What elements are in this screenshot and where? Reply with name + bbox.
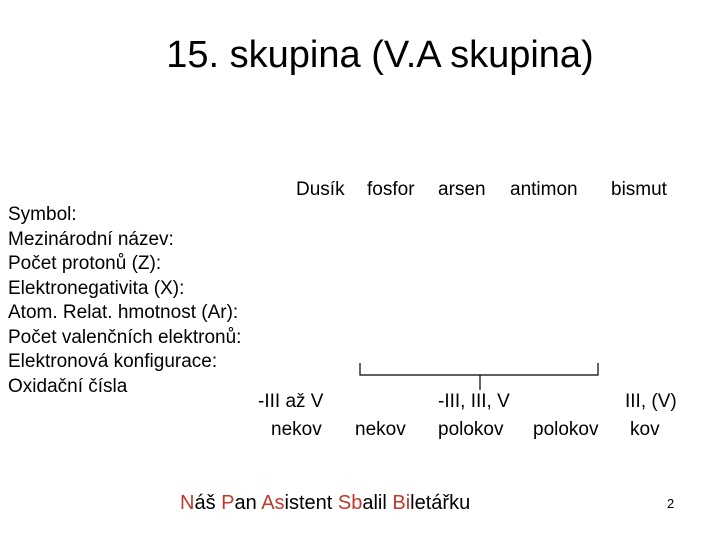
- metallicity-nitrogen: nekov: [271, 419, 322, 440]
- element-header-arsenic: arsen: [438, 179, 486, 200]
- label-electronegativity: Elektronegativita (X):: [8, 277, 185, 299]
- mnemonic-text-5: letářku: [410, 492, 471, 514]
- mnemonic-text-1: áš: [194, 492, 222, 514]
- element-header-antimony: antimon: [510, 179, 578, 200]
- oxidation-bismuth: III, (V): [625, 391, 677, 412]
- mnemonic-hl-as: As: [261, 492, 285, 514]
- mnemonic-hl-bi: Bi: [392, 492, 411, 514]
- page-number: 2: [667, 496, 675, 511]
- oxidation-nitrogen: -III až V: [258, 391, 324, 412]
- mnemonic-text-4: alil: [362, 492, 393, 514]
- mnemonic-hl-n: N: [180, 492, 195, 514]
- label-atomic-mass: Atom. Relat. hmotnost (Ar):: [8, 302, 239, 323]
- property-labels: [8, 203, 241, 399]
- label-oxidation-states: Oxidační čísla: [8, 375, 128, 397]
- element-header-bismuth: bismut: [611, 179, 667, 200]
- metallicity-bismuth: kov: [630, 419, 660, 440]
- mnemonic: [180, 490, 470, 516]
- label-international-name: Mezinárodní název:: [8, 228, 174, 250]
- label-electron-config: Elektronová konfigurace:: [8, 351, 218, 372]
- mnemonic-text-2: an: [234, 492, 262, 514]
- element-header-nitrogen: Dusík: [296, 179, 345, 200]
- mnemonic-text-3: istent: [284, 492, 338, 514]
- label-symbol: Symbol:: [8, 204, 77, 225]
- metallicity-antimony: polokov: [533, 419, 599, 440]
- mnemonic-hl-sb: Sb: [337, 492, 363, 514]
- mnemonic-hl-p: P: [221, 492, 235, 514]
- oxidation-p-as-sb: -III, III, V: [438, 391, 510, 412]
- element-header-phosphorus: fosfor: [367, 179, 415, 200]
- metallicity-phosphorus: nekov: [355, 419, 406, 440]
- label-valence-electrons: Počet valenčních elektronů:: [8, 326, 242, 348]
- page-title: 15. skupina (V.A skupina): [166, 34, 594, 76]
- label-proton-count: Počet protonů (Z):: [8, 253, 162, 274]
- metallicity-arsenic: polokov: [438, 419, 504, 440]
